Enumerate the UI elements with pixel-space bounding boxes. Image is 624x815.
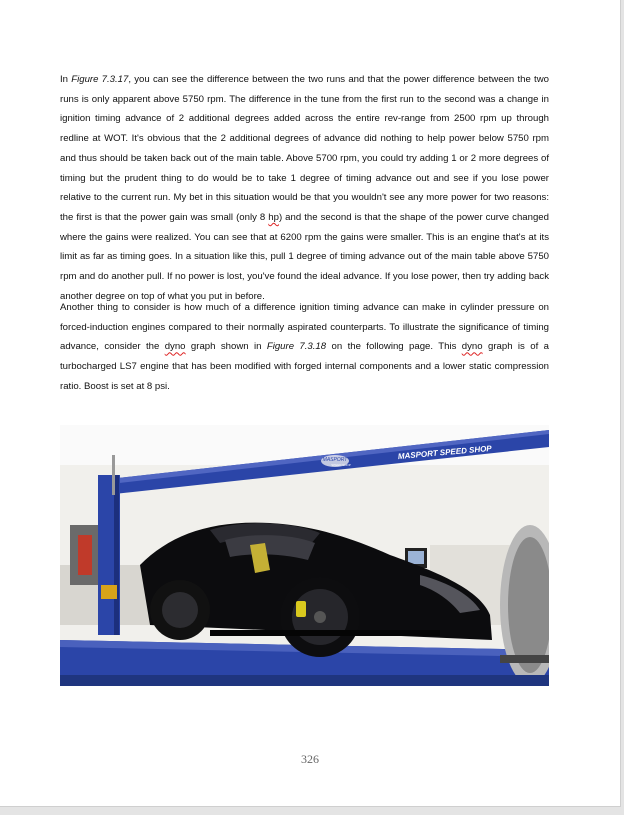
spellcheck-word: hp bbox=[268, 211, 279, 223]
caliper bbox=[296, 601, 306, 617]
figure-reference: Figure 7.3.17 bbox=[71, 74, 129, 85]
text-run: In bbox=[60, 74, 72, 85]
figure-reference: Figure 7.3.18 bbox=[266, 341, 327, 353]
paragraph-forced-induction bbox=[60, 298, 549, 397]
text-run: on the following page. This bbox=[326, 341, 462, 353]
text-run: , you can see the difference between the two runs and that the power difference between the two runs is only apparent above 5750 rpm. The difference in the tune from the first run to the second was a change in ignition timing advance of 2 additional degrees added across the entire rev-range from 2500 rpm up through redline at WOT. It's obvious that the 2 additional degrees of advance did nothing to help power below 5750 rpm and thus should be taken back out of the main table. Above 5700 rpm, you could try adding 1 or 2 more degrees of timing but the prudent thing to do would be to take 1 degree of timing advance out and see if you lose power relative to the current run. My bet in this situation would be that you wouldn't see any more power for two reasons: the first is that the power gain was small (only 8 bbox=[60, 74, 549, 223]
text-run: graph shown in bbox=[185, 341, 267, 353]
spellcheck-word: dyno bbox=[164, 341, 186, 353]
car-on-dyno-photo bbox=[60, 425, 549, 686]
text-run: ) and the second is that the shape of the power curve changed where the gains were realized. You can see that at 6200 rpm the gains were smaller. This is an engine that's at its limit as far as timing goes. In a situation like this, pull 1 degree of timing advance out of the main table above 5750 rpm and do another pull. If no power is lost, you've found the ideal advance. If you lose power, then try adding back another degree on top of what you put in before. bbox=[60, 211, 549, 302]
paragraph-timing-advance bbox=[60, 70, 549, 306]
photo-logo-text: MASPORT bbox=[322, 457, 348, 463]
text-run: graph is of a turbocharged LS7 engine that has been modified with forged internal components and a lower static compression ratio. Boost is set at 8 psi. bbox=[60, 341, 549, 392]
text-run: Another thing to consider is how much of a difference ignition timing advance can make in cylinder pressure on forced-induction engines compared to their normally aspirated counterparts. To illustrate the significance of timing advance, consider the bbox=[60, 302, 549, 353]
photo-banner-text: MASPORT SPEED SHOP bbox=[397, 443, 493, 462]
photo-logo-subtext: SPEED SHOP bbox=[331, 463, 351, 467]
page-number: 326 bbox=[301, 752, 319, 766]
spellcheck-word: dyno bbox=[461, 341, 483, 353]
